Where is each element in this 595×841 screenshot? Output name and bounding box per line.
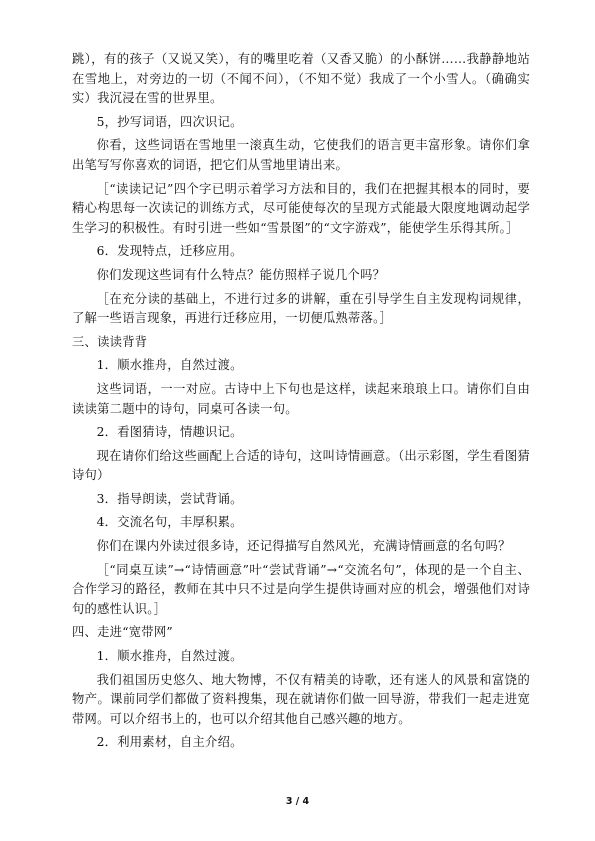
section-heading: 四、走进“宽带网”: [72, 625, 173, 640]
paragraph: ［“读读记记”四个字已明示着学习方法和目的，我们在把握其根本的同时，要精心构思每一次读记的训练方式，尽可能使每次的呈现方式能最大限度地调动起学生学习的积极性。有时引进一些如“雪景图”的“文字游戏”，能使学生乐得其所。］: [72, 181, 530, 235]
paragraph: 2．利用素材，自主介绍。: [96, 735, 243, 750]
document-body: [72, 50, 530, 757]
paragraph: 你看，这些词语在雪地里一滚真生动，它使我们的语言更丰富形象。请你们拿出笔写写你喜欢的词语，把它们从雪地里请出来。: [72, 138, 530, 172]
paragraph: 我们祖国历史悠久、地大物博，不仅有精美的诗歌，还有迷人的风景和富饶的物产。课前同学们都做了资料搜集，现在就请你们做一回导游，带我们一起走进宽带网。可以介绍书上的，也可以介绍其他自己感兴趣的地方。: [72, 672, 530, 726]
paragraph: 4．交流名句，丰厚积累。: [96, 515, 243, 530]
paragraph: 5，抄写词语，四次识记。: [96, 114, 243, 129]
paragraph: 你们在课内外读过很多诗，还记得描写自然风光，充满诗情画意的名句吗？: [96, 539, 511, 554]
paragraph: 1．顺水推舟，自然过渡。: [96, 358, 243, 373]
section-heading: 三、读读背背: [72, 334, 148, 349]
paragraph: 这些词语，一一对应。古诗中上下句也是这样，读起来琅琅上口。请你们自由读读第二题中的诗句，同桌可各读一句。: [72, 381, 530, 416]
paragraph: ［在充分读的基础上，不进行过多的讲解，重在引导学生自主发现构词规律，了解一些语言现象，再进行迁移应用，一切便瓜熟蒂落。］: [72, 291, 530, 326]
paragraph: 3．指导朗读，尝试背诵。: [96, 491, 243, 506]
paragraph: 6．发现特点，迁移应用。: [96, 244, 243, 259]
page-number: 3 / 4: [285, 796, 310, 807]
paragraph: 现在请你们给这些画配上合适的诗句，这叫诗情画意。（出示彩图，学生看图猜诗句）: [72, 448, 530, 483]
paragraph: ［“同桌互读”→“诗情画意”叶“尝试背诵”→“交流名句”，体现的是一个自主、合作学习的路径，教师在其中只不过是向学生提供诗画对应的机会，增强他们对诗句的感性认识。］: [72, 562, 530, 616]
paragraph: 2．看图猜诗，情趣识记。: [96, 425, 243, 440]
paragraph: 你们发现这些词有什么特点？能仿照样子说几个吗？: [96, 267, 386, 282]
paragraph: 跳），有的孩子（又说又笑），有的嘴里吃着（又香又脆）的小酥饼……我静静地站在雪地上，对旁边的一切（不闻不问），（不知不觉）我成了一个小雪人。（确确实实）我沉浸在雪的世界里。: [72, 52, 530, 106]
paragraph: 1．顺水推舟，自然过渡。: [96, 649, 243, 664]
